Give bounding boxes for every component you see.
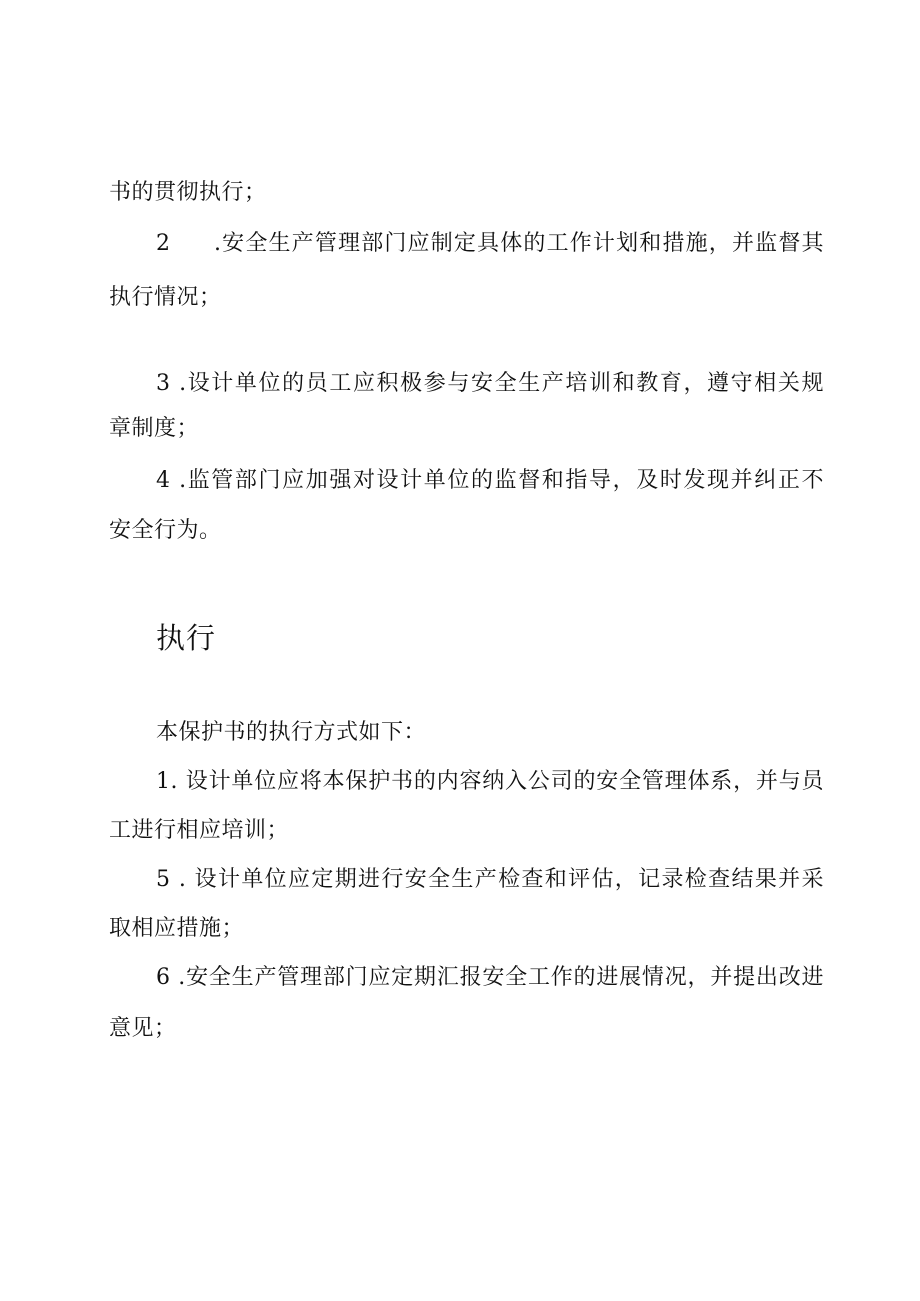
list-item-5-text: . 设计单位应定期进行安全生产检查和评估，记录检查结果并采 bbox=[170, 867, 824, 892]
list-item-2-second-line: 执行情况； bbox=[109, 285, 222, 310]
list-item-3-first-line bbox=[156, 369, 824, 399]
list-item-3-number: 3 bbox=[156, 371, 171, 396]
list-item-4-number: 4 bbox=[156, 468, 171, 493]
list-item-2-first-line bbox=[156, 229, 824, 259]
list-item-3-text: .设计单位的员工应积极参与安全生产培训和教育，遵守相关规 bbox=[170, 371, 824, 396]
list-item-1-second-line: 工进行相应培训； bbox=[109, 818, 290, 843]
section-intro: 本保护书的执行方式如下： bbox=[156, 720, 427, 745]
list-item-2-number: 2 bbox=[156, 231, 171, 256]
list-item-5-number: 5 bbox=[156, 867, 171, 892]
list-item-6-second-line: 意见； bbox=[109, 1016, 177, 1041]
list-item-5-second-line: 取相应措施； bbox=[109, 916, 245, 941]
list-item-4-first-line bbox=[156, 466, 824, 496]
section-heading: 执行 bbox=[156, 621, 217, 655]
list-item-6-number: 6 bbox=[156, 965, 171, 990]
list-item-5-first-line bbox=[156, 865, 824, 895]
list-item-1-first-line bbox=[156, 767, 824, 797]
list-item-6-text: .安全生产管理部门应定期汇报安全工作的进展情况，并提出改进 bbox=[170, 965, 824, 990]
list-item-4-second-line: 安全行为。 bbox=[109, 518, 222, 543]
list-item-6-first-line bbox=[156, 963, 824, 993]
list-item-1-number: 1. bbox=[156, 769, 178, 794]
list-item-4-text: .监管部门应加强对设计单位的监督和指导，及时发现并纠正不 bbox=[170, 468, 824, 493]
list-item-2-text: .安全生产管理部门应制定具体的工作计划和措施，并监督其 bbox=[214, 231, 824, 256]
list-item-3-second-line: 章制度； bbox=[109, 416, 200, 441]
continuation-line: 书的贯彻执行； bbox=[109, 180, 267, 205]
list-item-1-text: 设计单位应将本保护书的内容纳入公司的安全管理体系，并与员 bbox=[178, 769, 824, 794]
